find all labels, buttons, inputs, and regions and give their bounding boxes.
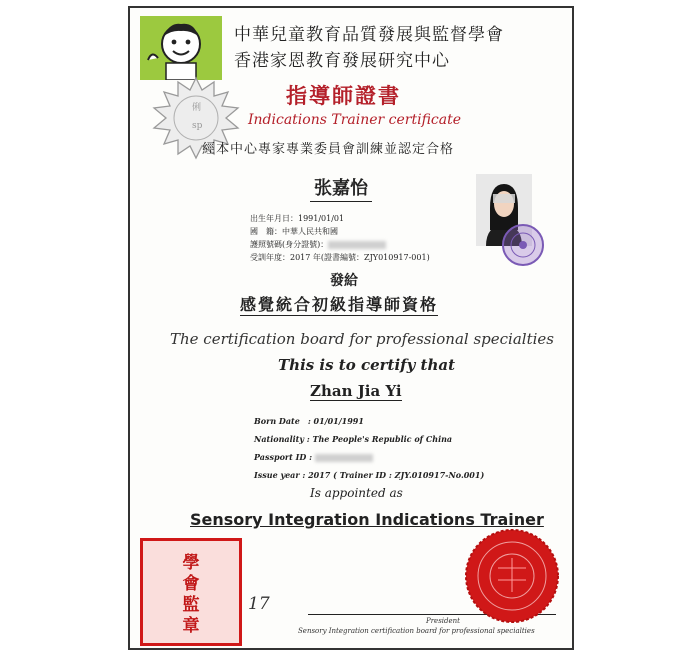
appointed-line: Is appointed as <box>310 486 403 500</box>
detail-nationality-cn: 國 籍：中華人民共和國 <box>250 227 338 236</box>
certify-line: This is to certify that <box>278 356 456 374</box>
detail-nationality-en: Nationality : The People's Republic of China <box>254 434 453 444</box>
red-square-seal <box>140 538 242 646</box>
redacted-passport <box>328 241 386 249</box>
svg-text:sp: sp <box>192 121 203 131</box>
certificate-subtitle-cn: 經本中心專家專業委員會訓練並認定合格 <box>202 142 455 157</box>
president-label: President <box>426 617 460 625</box>
purple-seal-icon <box>500 222 546 268</box>
holder-name-cn: 张嘉怡 <box>310 174 372 202</box>
detail-year-cn: 受訓年度：2017 年(證書編號：ZJY010917-001) <box>250 253 430 262</box>
certificate-title-cn: 指導師證書 <box>286 83 401 108</box>
qualification-cn: 感覺統合初級指導師資格 <box>240 292 438 316</box>
seal-char: 學 <box>182 553 200 573</box>
detail-born-en: Born Date : 01/01/1991 <box>254 416 364 426</box>
seal-characters <box>171 553 211 637</box>
redacted-passport-en <box>315 454 373 462</box>
certificate-frame <box>128 6 574 650</box>
board-name: The certification board for professional specialties <box>170 330 554 348</box>
detail-birth-cn: 出生年月日：1991/01/01 <box>250 214 345 223</box>
holder-details-en <box>254 412 484 484</box>
detail-issue-en: Issue year : 2017 ( Trainer ID : ZJY.010917-No.001) <box>254 470 485 480</box>
org-name-line1: 中華兒童教育品質發展與監督學會 <box>234 25 504 45</box>
detail-passport-cn: 護照號碼(身分證號)： <box>250 238 430 251</box>
signature-board: Sensory Integration certification board for professional specialties <box>298 627 535 635</box>
red-round-seal-icon <box>464 528 560 624</box>
issued-label: 發給 <box>330 273 358 289</box>
org-name-line2: 香港家恩教育發展研究中心 <box>234 51 450 71</box>
cartoon-logo <box>140 16 222 80</box>
certificate-title-en: Indications Trainer certificate <box>248 112 462 128</box>
date-fragment: 17 <box>248 594 270 614</box>
holder-details-cn <box>250 212 430 264</box>
svg-text:俐: 俐 <box>192 103 202 113</box>
seal-char: 監 <box>182 595 200 615</box>
holder-name-en: Zhan Jia Yi <box>310 382 402 400</box>
trainer-title: Sensory Integration Indications Trainer <box>190 510 544 529</box>
seal-char: 會 <box>182 574 200 594</box>
detail-passport-en: Passport ID : <box>254 448 484 466</box>
seal-char: 章 <box>182 616 200 636</box>
